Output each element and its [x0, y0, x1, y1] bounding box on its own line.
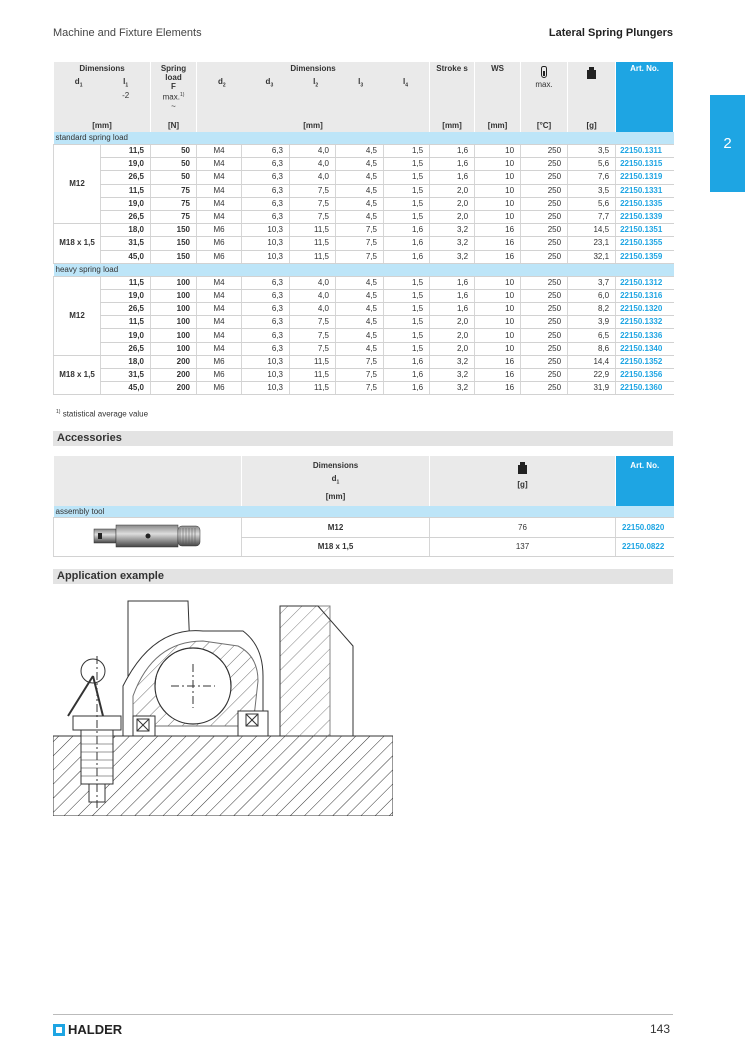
l3-value: 4,5 — [336, 158, 384, 171]
l1-value: 26,5 — [101, 210, 151, 223]
ws-value: 10 — [475, 276, 521, 289]
d2-value: M4 — [197, 303, 242, 316]
table-row — [54, 171, 674, 184]
d2-value: M6 — [197, 237, 242, 250]
table-body — [54, 132, 674, 395]
l2-value: 4,0 — [290, 145, 336, 158]
weight-value: 3,5 — [568, 145, 616, 158]
l1-value: 45,0 — [101, 250, 151, 263]
l1-value: 31,5 — [101, 237, 151, 250]
table-row — [54, 303, 674, 316]
d2-value: M4 — [197, 316, 242, 329]
l4-label: $l_4$ — [403, 77, 409, 89]
ws-header: WS — [475, 62, 521, 118]
section-row — [54, 132, 674, 145]
ws-value: 10 — [475, 289, 521, 302]
ws-value: 10 — [475, 303, 521, 316]
l2-value: 4,0 — [290, 289, 336, 302]
l4-value: 1,6 — [384, 224, 430, 237]
stroke-value: 2,0 — [430, 342, 475, 355]
table-row — [54, 184, 674, 197]
d2-label: $d_2$ — [217, 77, 226, 89]
unit-mm: [mm] — [475, 118, 521, 132]
weight-value: 7,7 — [568, 210, 616, 223]
weight-value: 32,1 — [568, 250, 616, 263]
l3-value: 4,5 — [336, 303, 384, 316]
ws-value: 16 — [475, 355, 521, 368]
art-no-link[interactable]: 22150.1355 — [616, 237, 674, 250]
l2-value: 7,5 — [290, 184, 336, 197]
art-no-link[interactable]: 22150.1360 — [616, 382, 674, 395]
weight-icon — [587, 70, 596, 79]
stroke-value: 2,0 — [430, 210, 475, 223]
l4-value: 1,6 — [384, 382, 430, 395]
ws-value: 16 — [475, 382, 521, 395]
d3-value: 6,3 — [242, 289, 290, 302]
d2-value: M4 — [197, 329, 242, 342]
stroke-value: 1,6 — [430, 289, 475, 302]
acc-head-row — [54, 456, 674, 506]
l2-value: 11,5 — [290, 382, 336, 395]
l2-value: 4,0 — [290, 303, 336, 316]
l4-value: 1,6 — [384, 237, 430, 250]
l2-value: 7,5 — [290, 329, 336, 342]
temperature-value: 250 — [521, 158, 568, 171]
unit-mm: [mm] — [54, 118, 151, 132]
weight-icon — [518, 465, 527, 474]
l2-value: 7,5 — [290, 316, 336, 329]
l2-label: $l_2$ — [313, 77, 319, 89]
spring-load-value: 150 — [151, 224, 197, 237]
ws-value: 10 — [475, 145, 521, 158]
spring-plunger-table — [53, 62, 674, 395]
weight-value: 14,5 — [568, 224, 616, 237]
weight-value: 3,9 — [568, 316, 616, 329]
l4-value: 1,6 — [384, 250, 430, 263]
l2-value: 11,5 — [290, 237, 336, 250]
section-row: assembly tool — [54, 506, 674, 518]
l2-value: 4,0 — [290, 276, 336, 289]
stroke-value: 3,2 — [430, 369, 475, 382]
temperature-value: 250 — [521, 303, 568, 316]
d3-value: 6,3 — [242, 171, 290, 184]
ws-value: 16 — [475, 250, 521, 263]
spring-load-value: 75 — [151, 197, 197, 210]
unit-mm: [mm] — [430, 118, 475, 132]
unit-gram: [g] — [568, 118, 616, 132]
art-no-link[interactable]: 22150.1359 — [616, 250, 674, 263]
l3-value: 7,5 — [336, 237, 384, 250]
accessories-title: Accessories — [53, 431, 673, 446]
spring-load-value: 150 — [151, 250, 197, 263]
l1-value: 19,0 — [101, 329, 151, 342]
l2-value: 11,5 — [290, 224, 336, 237]
d2-value: M6 — [197, 355, 242, 368]
d3-value: 6,3 — [242, 184, 290, 197]
table-head-row — [54, 62, 674, 118]
l1-value: 11,5 — [101, 184, 151, 197]
spring-load-value: 50 — [151, 145, 197, 158]
table-row — [54, 329, 674, 342]
d2-value: M4 — [197, 145, 242, 158]
temperature-value: 250 — [521, 329, 568, 342]
stroke-value: 1,6 — [430, 303, 475, 316]
d3-value: 6,3 — [242, 342, 290, 355]
l4-value: 1,6 — [384, 355, 430, 368]
l1-value: 26,5 — [101, 171, 151, 184]
l4-value: 1,5 — [384, 158, 430, 171]
acc-weight-header: [g] — [430, 456, 616, 506]
art-no-link[interactable]: 22150.1312 — [616, 276, 674, 289]
table-row — [54, 289, 674, 302]
assembly-tool-image — [54, 518, 242, 557]
d3-value: 6,3 — [242, 158, 290, 171]
art-no-link[interactable]: 22150.1332 — [616, 316, 674, 329]
temperature-value: 250 — [521, 250, 568, 263]
weight-value: 22,9 — [568, 369, 616, 382]
spring-load-value: 100 — [151, 342, 197, 355]
acc-dimensions-header: Dimensions $d_1$ [mm] — [242, 456, 430, 506]
thread-size: M18 x 1,5 — [54, 224, 101, 264]
d2-value: M4 — [197, 197, 242, 210]
temperature-value: 250 — [521, 369, 568, 382]
l1-value: 11,5 — [101, 145, 151, 158]
temperature-value: 250 — [521, 237, 568, 250]
l4-value: 1,6 — [384, 369, 430, 382]
ws-value: 10 — [475, 158, 521, 171]
table-row — [54, 250, 674, 263]
spring-load-value: 50 — [151, 158, 197, 171]
temperature-value: 250 — [521, 316, 568, 329]
temperature-value: 250 — [521, 289, 568, 302]
application-example-drawing — [53, 586, 393, 816]
l2-value: 11,5 — [290, 369, 336, 382]
temperature-value: 250 — [521, 355, 568, 368]
l3-value: 4,5 — [336, 145, 384, 158]
ws-value: 10 — [475, 197, 521, 210]
ws-value: 10 — [475, 171, 521, 184]
art-no-link[interactable]: 22150.1316 — [616, 289, 674, 302]
ws-value: 16 — [475, 369, 521, 382]
l2-value: 11,5 — [290, 250, 336, 263]
d3-value: 6,3 — [242, 210, 290, 223]
l2-value: 7,5 — [290, 197, 336, 210]
thread-size: M12 — [54, 276, 101, 355]
d2-value: M6 — [197, 224, 242, 237]
l4-value: 1,5 — [384, 342, 430, 355]
l4-value: 1,5 — [384, 289, 430, 302]
l3-value: 4,5 — [336, 342, 384, 355]
l1-value: 19,0 — [101, 197, 151, 210]
ws-value: 10 — [475, 210, 521, 223]
art-no-link[interactable]: 22150.1315 — [616, 158, 674, 171]
header-left: Machine and Fixture Elements — [53, 27, 202, 39]
l4-value: 1,5 — [384, 171, 430, 184]
table-row — [54, 145, 674, 158]
stroke-value: 3,2 — [430, 355, 475, 368]
spring-load-value: 200 — [151, 369, 197, 382]
spring-load-value: 100 — [151, 276, 197, 289]
l4-value: 1,5 — [384, 145, 430, 158]
weight-value: 8,2 — [568, 303, 616, 316]
l4-value: 1,5 — [384, 316, 430, 329]
l3-value: 4,5 — [336, 184, 384, 197]
stroke-value: 3,2 — [430, 250, 475, 263]
art-no-link[interactable]: 22150.1311 — [616, 145, 674, 158]
d1-label: $d_1$ — [74, 77, 83, 89]
ws-value: 16 — [475, 237, 521, 250]
thermometer-icon — [541, 66, 547, 78]
d3-value: 6,3 — [242, 145, 290, 158]
d2-value: M6 — [197, 369, 242, 382]
weight-value: 14,4 — [568, 355, 616, 368]
weight-value: 23,1 — [568, 237, 616, 250]
table-row — [54, 382, 674, 395]
art-no-link[interactable]: 22150.1335 — [616, 197, 674, 210]
l4-value: 1,5 — [384, 303, 430, 316]
spring-load-header: Spring load F max.$^{1)}$ ~ — [151, 62, 197, 118]
d3-value: 6,3 — [242, 316, 290, 329]
art-no-link[interactable]: 22150.1336 — [616, 329, 674, 342]
spring-load-value: 75 — [151, 184, 197, 197]
d3-value: 10,3 — [242, 237, 290, 250]
l2-value: 4,0 — [290, 158, 336, 171]
spring-load-value: 100 — [151, 303, 197, 316]
ws-value: 10 — [475, 316, 521, 329]
unit-n: [N] — [151, 118, 197, 132]
stroke-value: 3,2 — [430, 382, 475, 395]
table-row — [54, 369, 674, 382]
d3-value: 10,3 — [242, 355, 290, 368]
temperature-value: 250 — [521, 184, 568, 197]
header-right: Lateral Spring Plungers — [548, 27, 673, 39]
d3-value: 6,3 — [242, 276, 290, 289]
l3-value: 4,5 — [336, 276, 384, 289]
l4-value: 1,5 — [384, 184, 430, 197]
l2-value: 11,5 — [290, 355, 336, 368]
l3-value: 7,5 — [336, 224, 384, 237]
l1-value: 31,5 — [101, 369, 151, 382]
weight-value: 7,6 — [568, 171, 616, 184]
d3-value: 10,3 — [242, 250, 290, 263]
weight-value: 5,6 — [568, 158, 616, 171]
l2-value: 7,5 — [290, 210, 336, 223]
d3-value: 10,3 — [242, 369, 290, 382]
l1-value: 26,5 — [101, 342, 151, 355]
l1-value: 19,0 — [101, 289, 151, 302]
stroke-value: 2,0 — [430, 197, 475, 210]
temperature-value: 250 — [521, 210, 568, 223]
d2-value: M6 — [197, 250, 242, 263]
ws-value: 10 — [475, 329, 521, 342]
art-no-link[interactable]: 22150.1340 — [616, 342, 674, 355]
l1-value: 45,0 — [101, 382, 151, 395]
acc-art-no-link[interactable]: 22150.0820 — [616, 518, 674, 538]
art-no-link[interactable]: 22150.1319 — [616, 171, 674, 184]
spring-load-value: 50 — [151, 171, 197, 184]
page-number: 143 — [649, 1022, 670, 1036]
weight-value: 3,5 — [568, 184, 616, 197]
thread-size: M12 — [54, 145, 101, 224]
stroke-value: 1,6 — [430, 276, 475, 289]
d2-value: M4 — [197, 289, 242, 302]
spring-load-value: 75 — [151, 210, 197, 223]
stroke-value: 3,2 — [430, 224, 475, 237]
d3-label: $d_3$ — [265, 77, 274, 89]
l3-value: 4,5 — [336, 197, 384, 210]
spring-load-value: 100 — [151, 329, 197, 342]
spring-load-value: 200 — [151, 382, 197, 395]
l3-value: 4,5 — [336, 289, 384, 302]
table-row — [54, 197, 674, 210]
ws-value: 10 — [475, 342, 521, 355]
d3-value: 6,3 — [242, 197, 290, 210]
d3-value: 10,3 — [242, 382, 290, 395]
d2-value: M6 — [197, 382, 242, 395]
art-no-header: Art. No. — [616, 62, 674, 132]
l1-value: 19,0 — [101, 158, 151, 171]
temperature-value: 250 — [521, 145, 568, 158]
l4-value: 1,5 — [384, 329, 430, 342]
stroke-value: 3,2 — [430, 237, 475, 250]
l1-value: 11,5 — [101, 276, 151, 289]
l4-value: 1,5 — [384, 276, 430, 289]
l3-value: 7,5 — [336, 250, 384, 263]
stroke-value: 2,0 — [430, 329, 475, 342]
accessories-table — [53, 456, 674, 557]
l3-value: 7,5 — [336, 369, 384, 382]
chapter-tab[interactable]: 2 — [710, 95, 745, 192]
weight-value: 5,6 — [568, 197, 616, 210]
d2-value: M4 — [197, 158, 242, 171]
d2-value: M4 — [197, 184, 242, 197]
art-no-link[interactable]: 22150.1351 — [616, 224, 674, 237]
temperature-value: 250 — [521, 171, 568, 184]
d3-value: 6,3 — [242, 303, 290, 316]
table-row — [54, 276, 674, 289]
table-row — [54, 316, 674, 329]
l2-value: 7,5 — [290, 342, 336, 355]
weight-value: 6,0 — [568, 289, 616, 302]
l1-value: 18,0 — [101, 224, 151, 237]
table-row — [54, 210, 674, 223]
d3-value: 6,3 — [242, 329, 290, 342]
temperature-value: 250 — [521, 224, 568, 237]
art-no-link[interactable]: 22150.1352 — [616, 355, 674, 368]
l3-value: 4,5 — [336, 210, 384, 223]
l4-value: 1,5 — [384, 210, 430, 223]
art-no-link[interactable]: 22150.1320 — [616, 303, 674, 316]
d3-value: 10,3 — [242, 224, 290, 237]
stroke-value: 1,6 — [430, 158, 475, 171]
ws-value: 16 — [475, 224, 521, 237]
d2-value: M4 — [197, 342, 242, 355]
application-title: Application example — [53, 569, 673, 584]
halder-logo-icon — [53, 1024, 65, 1036]
d2-value: M4 — [197, 210, 242, 223]
d2-value: M4 — [197, 276, 242, 289]
art-no-link[interactable]: 22150.1331 — [616, 184, 674, 197]
temperature-header: max. — [521, 62, 568, 118]
l3-value: 7,5 — [336, 382, 384, 395]
spring-load-value: 150 — [151, 237, 197, 250]
assembly-tool-icon — [88, 520, 208, 552]
section-row — [54, 263, 674, 276]
table-row — [54, 355, 674, 368]
table-row — [54, 518, 674, 538]
table-row — [54, 224, 674, 237]
stroke-value: 1,6 — [430, 171, 475, 184]
stroke-value: 1,6 — [430, 145, 475, 158]
temperature-value: 250 — [521, 276, 568, 289]
l3-value: 4,5 — [336, 329, 384, 342]
l1-value: 26,5 — [101, 303, 151, 316]
halder-logo: HALDER — [53, 1022, 122, 1037]
acc-size: M12 — [242, 518, 430, 538]
l2-value: 4,0 — [290, 171, 336, 184]
spring-load-value: 100 — [151, 316, 197, 329]
stroke-header: Stroke s — [430, 62, 475, 118]
thread-size: M18 x 1,5 — [54, 355, 101, 395]
unit-mm: [mm] — [197, 118, 430, 132]
temperature-value: 250 — [521, 197, 568, 210]
d2-value: M4 — [197, 171, 242, 184]
dimensions-header-2: Dimensions $d_2$ $d_3$ $l_2$ $l_3$ $l_4$ — [197, 62, 430, 118]
acc-art-no-header: Art. No. — [616, 456, 674, 506]
weight-value: 31,9 — [568, 382, 616, 395]
acc-size: M18 x 1,5 — [242, 537, 430, 557]
spring-load-value: 100 — [151, 289, 197, 302]
weight-value: 6,5 — [568, 329, 616, 342]
ws-value: 10 — [475, 184, 521, 197]
acc-weight: 137 — [430, 537, 616, 557]
units-row — [54, 118, 674, 132]
l1-value: 11,5 — [101, 316, 151, 329]
acc-art-no-link[interactable]: 22150.0822 — [616, 537, 674, 557]
section-label: standard spring load — [54, 132, 674, 145]
dimensions-header: Dimensions $d_1$ $l_1$ -2 — [54, 62, 151, 118]
l4-value: 1,5 — [384, 197, 430, 210]
acc-weight: 76 — [430, 518, 616, 538]
unit-celsius: [°C] — [521, 118, 568, 132]
l3-value: 4,5 — [336, 171, 384, 184]
l3-value: 7,5 — [336, 355, 384, 368]
temperature-value: 250 — [521, 382, 568, 395]
stroke-value: 2,0 — [430, 316, 475, 329]
art-no-link[interactable]: 22150.1356 — [616, 369, 674, 382]
weight-value: 8,6 — [568, 342, 616, 355]
table-row — [54, 342, 674, 355]
table-row — [54, 158, 674, 171]
l3-value: 4,5 — [336, 316, 384, 329]
section-label: heavy spring load — [54, 263, 674, 276]
l3-label: $l_3$ — [358, 77, 364, 89]
l1-value: 18,0 — [101, 355, 151, 368]
table-row — [54, 237, 674, 250]
spring-load-value: 200 — [151, 355, 197, 368]
footnote: $^{1)}$ statistical average value — [56, 409, 149, 419]
footer-divider — [53, 1014, 673, 1015]
stroke-value: 2,0 — [430, 184, 475, 197]
weight-header — [568, 62, 616, 118]
temperature-value: 250 — [521, 342, 568, 355]
art-no-link[interactable]: 22150.1339 — [616, 210, 674, 223]
weight-value: 3,7 — [568, 276, 616, 289]
l1-label: $l_1$ -2 — [122, 77, 130, 100]
